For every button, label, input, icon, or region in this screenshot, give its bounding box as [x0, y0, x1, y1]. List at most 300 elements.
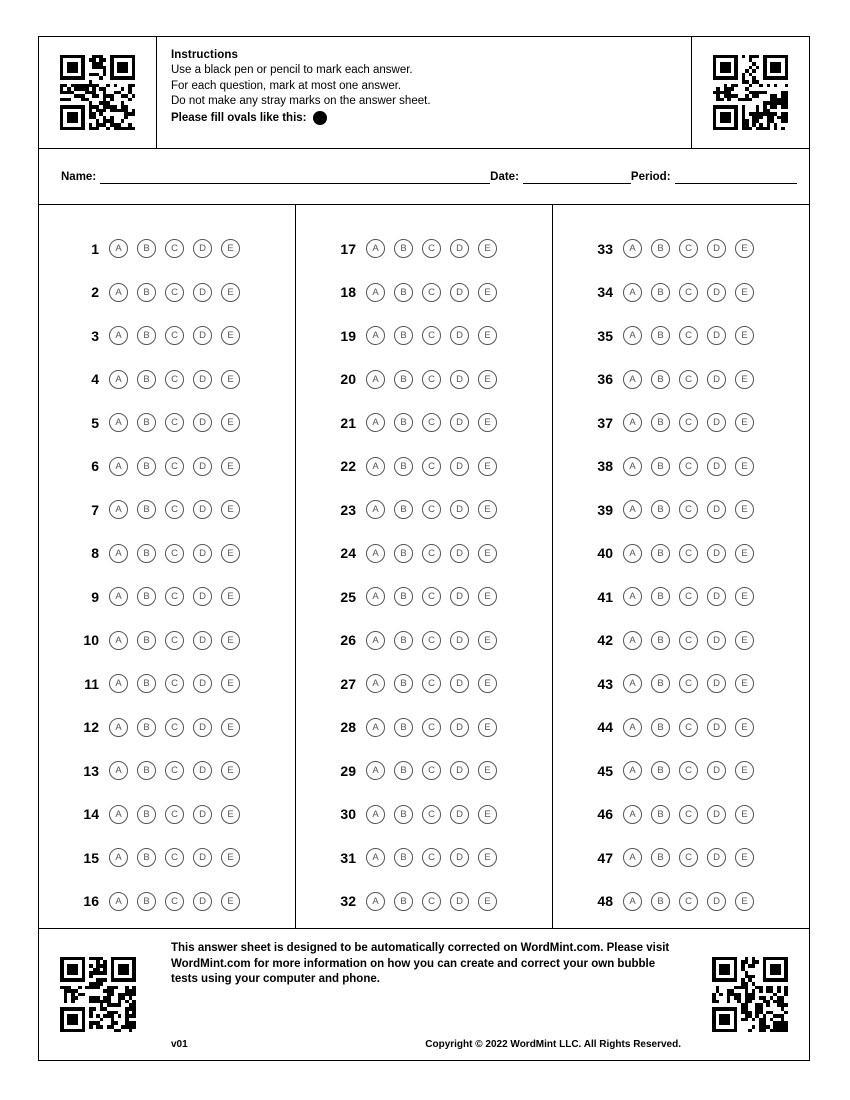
answer-bubble-19-A[interactable]: A: [366, 326, 385, 345]
answer-bubble-2-E[interactable]: E: [221, 283, 240, 302]
answer-bubble-26-A[interactable]: A: [366, 631, 385, 650]
answer-bubble-27-A[interactable]: A: [366, 674, 385, 693]
answer-bubble-36-B[interactable]: B: [651, 370, 670, 389]
answer-bubble-12-C[interactable]: C: [165, 718, 184, 737]
answer-bubble-13-D[interactable]: D: [193, 761, 212, 780]
answer-bubble-17-C[interactable]: C: [422, 239, 441, 258]
answer-bubble-38-D[interactable]: D: [707, 457, 726, 476]
answer-bubble-41-B[interactable]: B: [651, 587, 670, 606]
question-number: 16: [83, 893, 99, 910]
answer-bubble-3-B[interactable]: B: [137, 326, 156, 345]
answer-bubble-33-D[interactable]: D: [707, 239, 726, 258]
answer-bubble-13-A[interactable]: A: [109, 761, 128, 780]
answer-bubble-42-D[interactable]: D: [707, 631, 726, 650]
answer-bubble-42-B[interactable]: B: [651, 631, 670, 650]
answer-bubble-2-D[interactable]: D: [193, 283, 212, 302]
period-label: Period:: [630, 170, 671, 183]
answer-bubble-43-D[interactable]: D: [707, 674, 726, 693]
answer-bubble-12-A[interactable]: A: [109, 718, 128, 737]
answer-bubble-40-E[interactable]: E: [735, 544, 754, 563]
answer-bubble-47-D[interactable]: D: [707, 848, 726, 867]
question-row: [296, 749, 552, 793]
answer-bubble-37-C[interactable]: C: [679, 413, 698, 432]
answer-bubble-32-D[interactable]: D: [450, 892, 469, 911]
answer-bubble-19-D[interactable]: D: [450, 326, 469, 345]
answer-bubble-4-E[interactable]: E: [221, 370, 240, 389]
answer-bubble-26-B[interactable]: B: [394, 631, 413, 650]
answer-bubble-35-E[interactable]: E: [735, 326, 754, 345]
answer-bubble-45-D[interactable]: D: [707, 761, 726, 780]
answer-bubble-48-B[interactable]: B: [651, 892, 670, 911]
answer-bubble-26-D[interactable]: D: [450, 631, 469, 650]
answer-bubble-30-E[interactable]: E: [478, 805, 497, 824]
footer-bottom-row: [171, 1037, 681, 1053]
answer-bubble-19-E[interactable]: E: [478, 326, 497, 345]
answer-bubble-32-E[interactable]: E: [478, 892, 497, 911]
answer-bubble-20-B[interactable]: B: [394, 370, 413, 389]
answer-bubble-34-E[interactable]: E: [735, 283, 754, 302]
answer-bubble-14-D[interactable]: D: [193, 805, 212, 824]
answer-sheet: [38, 36, 810, 1061]
answer-bubble-43-B[interactable]: B: [651, 674, 670, 693]
answer-bubble-27-E[interactable]: E: [478, 674, 497, 693]
qr-top-right-cell: [691, 37, 809, 148]
answer-bubble-7-D[interactable]: D: [193, 500, 212, 519]
answer-bubble-29-E[interactable]: E: [478, 761, 497, 780]
answer-bubble-11-A[interactable]: A: [109, 674, 128, 693]
question-number: 29: [340, 762, 356, 779]
answer-bubble-47-B[interactable]: B: [651, 848, 670, 867]
period-input[interactable]: [675, 170, 797, 184]
answer-bubble-11-E[interactable]: E: [221, 674, 240, 693]
answer-bubble-29-D[interactable]: D: [450, 761, 469, 780]
answer-bubble-3-E[interactable]: E: [221, 326, 240, 345]
answer-bubble-44-D[interactable]: D: [707, 718, 726, 737]
name-label: Name:: [61, 170, 97, 183]
answer-bubble-22-B[interactable]: B: [394, 457, 413, 476]
instructions-line-1: Use a black pen or pencil to mark each answer.: [171, 64, 413, 76]
question-row: [296, 227, 552, 271]
answer-bubble-15-D[interactable]: D: [193, 848, 212, 867]
answer-bubble-15-B[interactable]: B: [137, 848, 156, 867]
answer-bubble-23-E[interactable]: E: [478, 500, 497, 519]
answer-bubble-23-D[interactable]: D: [450, 500, 469, 519]
answer-bubble-42-C[interactable]: C: [679, 631, 698, 650]
answer-bubble-1-A[interactable]: A: [109, 239, 128, 258]
date-field[interactable]: [490, 170, 631, 184]
answer-bubble-21-D[interactable]: D: [450, 413, 469, 432]
qr-code-icon: [713, 55, 788, 130]
answer-bubble-34-C[interactable]: C: [679, 283, 698, 302]
question-row: [39, 445, 295, 489]
answer-bubble-38-B[interactable]: B: [651, 457, 670, 476]
question-row: [296, 488, 552, 532]
question-row: [39, 749, 295, 793]
question-number: 34: [597, 284, 613, 301]
answer-bubble-10-E[interactable]: E: [221, 631, 240, 650]
answer-bubble-19-C[interactable]: C: [422, 326, 441, 345]
answer-bubble-21-A[interactable]: A: [366, 413, 385, 432]
answer-bubble-36-D[interactable]: D: [707, 370, 726, 389]
question-row: [39, 880, 295, 924]
name-field[interactable]: [61, 170, 490, 184]
answer-bubble-14-E[interactable]: E: [221, 805, 240, 824]
answer-bubble-16-B[interactable]: B: [137, 892, 156, 911]
answer-bubble-3-D[interactable]: D: [193, 326, 212, 345]
answer-bubble-20-E[interactable]: E: [478, 370, 497, 389]
answer-bubble-25-D[interactable]: D: [450, 587, 469, 606]
question-number: 5: [91, 414, 99, 431]
answer-bubble-26-C[interactable]: C: [422, 631, 441, 650]
answer-bubble-17-D[interactable]: D: [450, 239, 469, 258]
answer-bubble-27-B[interactable]: B: [394, 674, 413, 693]
question-row: [553, 532, 809, 576]
answer-bubble-31-D[interactable]: D: [450, 848, 469, 867]
answer-bubble-18-E[interactable]: E: [478, 283, 497, 302]
answer-bubble-26-E[interactable]: E: [478, 631, 497, 650]
answer-bubble-31-B[interactable]: B: [394, 848, 413, 867]
answer-bubble-5-D[interactable]: D: [193, 413, 212, 432]
fill-example-row: [171, 111, 691, 125]
question-number: 15: [83, 849, 99, 866]
answer-bubble-9-C[interactable]: C: [165, 587, 184, 606]
answer-bubble-40-C[interactable]: C: [679, 544, 698, 563]
answer-bubble-14-A[interactable]: A: [109, 805, 128, 824]
answer-bubble-8-C[interactable]: C: [165, 544, 184, 563]
answer-bubble-30-D[interactable]: D: [450, 805, 469, 824]
answer-bubble-5-A[interactable]: A: [109, 413, 128, 432]
answer-bubble-38-C[interactable]: C: [679, 457, 698, 476]
question-number: 2: [91, 284, 99, 301]
answer-bubble-39-C[interactable]: C: [679, 500, 698, 519]
answer-bubble-23-C[interactable]: C: [422, 500, 441, 519]
answer-bubble-35-C[interactable]: C: [679, 326, 698, 345]
question-row: [553, 749, 809, 793]
answer-bubble-43-E[interactable]: E: [735, 674, 754, 693]
answer-bubble-9-A[interactable]: A: [109, 587, 128, 606]
answer-bubble-25-A[interactable]: A: [366, 587, 385, 606]
answer-bubble-17-E[interactable]: E: [478, 239, 497, 258]
answer-bubble-45-E[interactable]: E: [735, 761, 754, 780]
answer-bubble-6-E[interactable]: E: [221, 457, 240, 476]
question-number: 21: [340, 414, 356, 431]
answer-bubble-7-A[interactable]: A: [109, 500, 128, 519]
answer-bubble-33-B[interactable]: B: [651, 239, 670, 258]
answer-bubble-33-C[interactable]: C: [679, 239, 698, 258]
answer-bubble-36-A[interactable]: A: [623, 370, 642, 389]
answer-bubble-27-C[interactable]: C: [422, 674, 441, 693]
answer-bubble-4-B[interactable]: B: [137, 370, 156, 389]
answer-bubble-35-A[interactable]: A: [623, 326, 642, 345]
answer-bubble-9-D[interactable]: D: [193, 587, 212, 606]
answer-bubble-8-E[interactable]: E: [221, 544, 240, 563]
answer-bubble-19-B[interactable]: B: [394, 326, 413, 345]
answer-bubble-32-A[interactable]: A: [366, 892, 385, 911]
answer-bubble-37-A[interactable]: A: [623, 413, 642, 432]
answer-bubble-21-B[interactable]: B: [394, 413, 413, 432]
answer-bubble-15-A[interactable]: A: [109, 848, 128, 867]
answer-bubble-14-B[interactable]: B: [137, 805, 156, 824]
answer-bubble-13-B[interactable]: B: [137, 761, 156, 780]
answer-bubble-25-C[interactable]: C: [422, 587, 441, 606]
answer-bubble-25-B[interactable]: B: [394, 587, 413, 606]
answer-bubble-21-E[interactable]: E: [478, 413, 497, 432]
name-input[interactable]: [100, 170, 490, 184]
question-row: [553, 227, 809, 271]
answer-bubble-25-E[interactable]: E: [478, 587, 497, 606]
answer-bubble-39-B[interactable]: B: [651, 500, 670, 519]
answer-bubble-21-C[interactable]: C: [422, 413, 441, 432]
answer-bubble-37-D[interactable]: D: [707, 413, 726, 432]
answer-bubble-1-C[interactable]: C: [165, 239, 184, 258]
answer-bubble-34-D[interactable]: D: [707, 283, 726, 302]
answer-bubble-29-C[interactable]: C: [422, 761, 441, 780]
answer-bubble-45-B[interactable]: B: [651, 761, 670, 780]
answer-bubble-33-E[interactable]: E: [735, 239, 754, 258]
answer-bubble-47-C[interactable]: C: [679, 848, 698, 867]
question-row: [296, 271, 552, 315]
question-row: [553, 706, 809, 750]
answer-bubble-4-D[interactable]: D: [193, 370, 212, 389]
answer-bubble-48-E[interactable]: E: [735, 892, 754, 911]
answer-bubble-24-E[interactable]: E: [478, 544, 497, 563]
question-row: [553, 314, 809, 358]
answer-bubble-28-C[interactable]: C: [422, 718, 441, 737]
answer-bubble-18-C[interactable]: C: [422, 283, 441, 302]
answer-bubble-24-C[interactable]: C: [422, 544, 441, 563]
answer-bubble-18-A[interactable]: A: [366, 283, 385, 302]
answer-bubble-46-A[interactable]: A: [623, 805, 642, 824]
answer-bubble-18-B[interactable]: B: [394, 283, 413, 302]
answer-bubble-10-C[interactable]: C: [165, 631, 184, 650]
answer-bubble-4-C[interactable]: C: [165, 370, 184, 389]
question-row: [553, 880, 809, 924]
answer-bubble-44-A[interactable]: A: [623, 718, 642, 737]
answer-bubble-3-C[interactable]: C: [165, 326, 184, 345]
question-number: 10: [83, 632, 99, 649]
answer-bubble-22-A[interactable]: A: [366, 457, 385, 476]
answer-bubble-27-D[interactable]: D: [450, 674, 469, 693]
answer-bubble-13-E[interactable]: E: [221, 761, 240, 780]
answer-bubble-31-A[interactable]: A: [366, 848, 385, 867]
answer-bubble-10-A[interactable]: A: [109, 631, 128, 650]
answer-bubble-41-D[interactable]: D: [707, 587, 726, 606]
question-row: [553, 662, 809, 706]
answer-bubble-39-A[interactable]: A: [623, 500, 642, 519]
answer-bubble-7-E[interactable]: E: [221, 500, 240, 519]
answer-bubble-34-A[interactable]: A: [623, 283, 642, 302]
answer-bubble-7-C[interactable]: C: [165, 500, 184, 519]
answer-bubble-24-A[interactable]: A: [366, 544, 385, 563]
answer-bubble-24-B[interactable]: B: [394, 544, 413, 563]
answer-bubble-48-A[interactable]: A: [623, 892, 642, 911]
answer-bubble-23-A[interactable]: A: [366, 500, 385, 519]
question-row: [553, 488, 809, 532]
question-row: [39, 401, 295, 445]
answer-bubble-20-A[interactable]: A: [366, 370, 385, 389]
answer-bubble-46-E[interactable]: E: [735, 805, 754, 824]
footer-description: This answer sheet is designed to be automatically corrected on WordMint.com. Please visit WordMint.com for more information on how you can create and correct your own bubble tests using your computer and phone.: [171, 942, 670, 985]
answer-bubble-13-C[interactable]: C: [165, 761, 184, 780]
answer-bubble-34-B[interactable]: B: [651, 283, 670, 302]
answer-bubble-41-E[interactable]: E: [735, 587, 754, 606]
answer-bubble-22-C[interactable]: C: [422, 457, 441, 476]
answer-bubble-33-A[interactable]: A: [623, 239, 642, 258]
period-field[interactable]: [631, 170, 797, 184]
answer-bubble-41-A[interactable]: A: [623, 587, 642, 606]
answer-bubble-30-C[interactable]: C: [422, 805, 441, 824]
answer-bubble-16-D[interactable]: D: [193, 892, 212, 911]
answer-bubble-45-A[interactable]: A: [623, 761, 642, 780]
answer-bubble-8-B[interactable]: B: [137, 544, 156, 563]
answer-bubble-15-E[interactable]: E: [221, 848, 240, 867]
question-number: 33: [597, 240, 613, 257]
answer-bubble-35-D[interactable]: D: [707, 326, 726, 345]
answer-bubble-5-B[interactable]: B: [137, 413, 156, 432]
date-input[interactable]: [523, 170, 631, 184]
question-number: 20: [340, 371, 356, 388]
answer-bubble-4-A[interactable]: A: [109, 370, 128, 389]
question-row: [296, 445, 552, 489]
answer-bubble-39-D[interactable]: D: [707, 500, 726, 519]
answer-bubble-41-C[interactable]: C: [679, 587, 698, 606]
answer-bubble-5-E[interactable]: E: [221, 413, 240, 432]
answer-bubble-12-B[interactable]: B: [137, 718, 156, 737]
answer-bubble-43-C[interactable]: C: [679, 674, 698, 693]
answer-bubble-29-B[interactable]: B: [394, 761, 413, 780]
question-row: [296, 401, 552, 445]
question-row: [553, 271, 809, 315]
answer-bubble-14-C[interactable]: C: [165, 805, 184, 824]
answer-bubble-22-E[interactable]: E: [478, 457, 497, 476]
answer-bubble-32-B[interactable]: B: [394, 892, 413, 911]
answer-bubble-9-B[interactable]: B: [137, 587, 156, 606]
question-number: 6: [91, 458, 99, 475]
answer-bubble-8-A[interactable]: A: [109, 544, 128, 563]
question-row: [296, 314, 552, 358]
answer-bubble-46-C[interactable]: C: [679, 805, 698, 824]
answer-bubble-30-B[interactable]: B: [394, 805, 413, 824]
answer-bubble-37-E[interactable]: E: [735, 413, 754, 432]
answer-bubble-3-A[interactable]: A: [109, 326, 128, 345]
answer-bubble-6-A[interactable]: A: [109, 457, 128, 476]
answer-bubble-17-A[interactable]: A: [366, 239, 385, 258]
answer-bubble-8-D[interactable]: D: [193, 544, 212, 563]
answer-bubble-6-C[interactable]: C: [165, 457, 184, 476]
answer-bubble-36-C[interactable]: C: [679, 370, 698, 389]
answer-bubble-28-B[interactable]: B: [394, 718, 413, 737]
answer-bubble-46-D[interactable]: D: [707, 805, 726, 824]
answer-bubble-30-A[interactable]: A: [366, 805, 385, 824]
answer-bubble-12-E[interactable]: E: [221, 718, 240, 737]
answer-bubble-16-A[interactable]: A: [109, 892, 128, 911]
instructions-line-3: Do not make any stray marks on the answer sheet.: [171, 95, 431, 107]
answer-bubble-28-D[interactable]: D: [450, 718, 469, 737]
question-row: [39, 706, 295, 750]
answer-bubble-40-A[interactable]: A: [623, 544, 642, 563]
answer-bubble-2-C[interactable]: C: [165, 283, 184, 302]
answer-bubble-6-B[interactable]: B: [137, 457, 156, 476]
answer-bubble-17-B[interactable]: B: [394, 239, 413, 258]
answer-bubble-6-D[interactable]: D: [193, 457, 212, 476]
answer-bubble-44-E[interactable]: E: [735, 718, 754, 737]
answer-bubble-11-C[interactable]: C: [165, 674, 184, 693]
question-number: 18: [340, 284, 356, 301]
question-number: 45: [597, 762, 613, 779]
answer-bubble-28-A[interactable]: A: [366, 718, 385, 737]
answer-bubble-40-D[interactable]: D: [707, 544, 726, 563]
answer-bubble-29-A[interactable]: A: [366, 761, 385, 780]
answer-bubble-31-E[interactable]: E: [478, 848, 497, 867]
answer-bubble-32-C[interactable]: C: [422, 892, 441, 911]
answer-bubble-48-D[interactable]: D: [707, 892, 726, 911]
answer-bubble-15-C[interactable]: C: [165, 848, 184, 867]
answer-bubble-36-E[interactable]: E: [735, 370, 754, 389]
answer-bubble-31-C[interactable]: C: [422, 848, 441, 867]
question-number: 7: [91, 501, 99, 518]
answer-bubble-16-E[interactable]: E: [221, 892, 240, 911]
answer-bubble-10-B[interactable]: B: [137, 631, 156, 650]
answer-bubble-10-D[interactable]: D: [193, 631, 212, 650]
question-number: 37: [597, 414, 613, 431]
answer-bubble-5-C[interactable]: C: [165, 413, 184, 432]
answer-bubble-20-D[interactable]: D: [450, 370, 469, 389]
answer-bubble-24-D[interactable]: D: [450, 544, 469, 563]
answer-bubble-44-C[interactable]: C: [679, 718, 698, 737]
answer-bubble-47-E[interactable]: E: [735, 848, 754, 867]
question-row: [296, 575, 552, 619]
answer-bubble-12-D[interactable]: D: [193, 718, 212, 737]
answer-bubble-9-E[interactable]: E: [221, 587, 240, 606]
answer-bubble-44-B[interactable]: B: [651, 718, 670, 737]
question-row: [296, 358, 552, 402]
answer-column-2: [295, 205, 552, 928]
answer-bubble-1-E[interactable]: E: [221, 239, 240, 258]
answer-bubble-11-B[interactable]: B: [137, 674, 156, 693]
answer-bubble-48-C[interactable]: C: [679, 892, 698, 911]
answer-bubble-40-B[interactable]: B: [651, 544, 670, 563]
answer-bubble-16-C[interactable]: C: [165, 892, 184, 911]
answer-bubble-23-B[interactable]: B: [394, 500, 413, 519]
answer-bubble-28-E[interactable]: E: [478, 718, 497, 737]
answer-bubble-38-A[interactable]: A: [623, 457, 642, 476]
answer-bubble-2-A[interactable]: A: [109, 283, 128, 302]
answer-bubble-35-B[interactable]: B: [651, 326, 670, 345]
answer-bubble-7-B[interactable]: B: [137, 500, 156, 519]
answer-bubble-47-A[interactable]: A: [623, 848, 642, 867]
question-number: 12: [83, 719, 99, 736]
answer-bubble-20-C[interactable]: C: [422, 370, 441, 389]
answer-bubble-2-B[interactable]: B: [137, 283, 156, 302]
question-row: [39, 314, 295, 358]
answer-column-1: [39, 205, 295, 928]
answer-bubble-22-D[interactable]: D: [450, 457, 469, 476]
answer-bubble-38-E[interactable]: E: [735, 457, 754, 476]
answer-bubble-1-B[interactable]: B: [137, 239, 156, 258]
answer-bubble-37-B[interactable]: B: [651, 413, 670, 432]
answer-bubble-45-C[interactable]: C: [679, 761, 698, 780]
answer-bubble-39-E[interactable]: E: [735, 500, 754, 519]
answer-bubble-18-D[interactable]: D: [450, 283, 469, 302]
answer-bubble-11-D[interactable]: D: [193, 674, 212, 693]
answer-bubble-1-D[interactable]: D: [193, 239, 212, 258]
answer-bubble-46-B[interactable]: B: [651, 805, 670, 824]
question-number: 13: [83, 762, 99, 779]
answer-bubble-42-E[interactable]: E: [735, 631, 754, 650]
answer-bubble-42-A[interactable]: A: [623, 631, 642, 650]
question-number: 14: [83, 806, 99, 823]
answer-bubble-43-A[interactable]: A: [623, 674, 642, 693]
